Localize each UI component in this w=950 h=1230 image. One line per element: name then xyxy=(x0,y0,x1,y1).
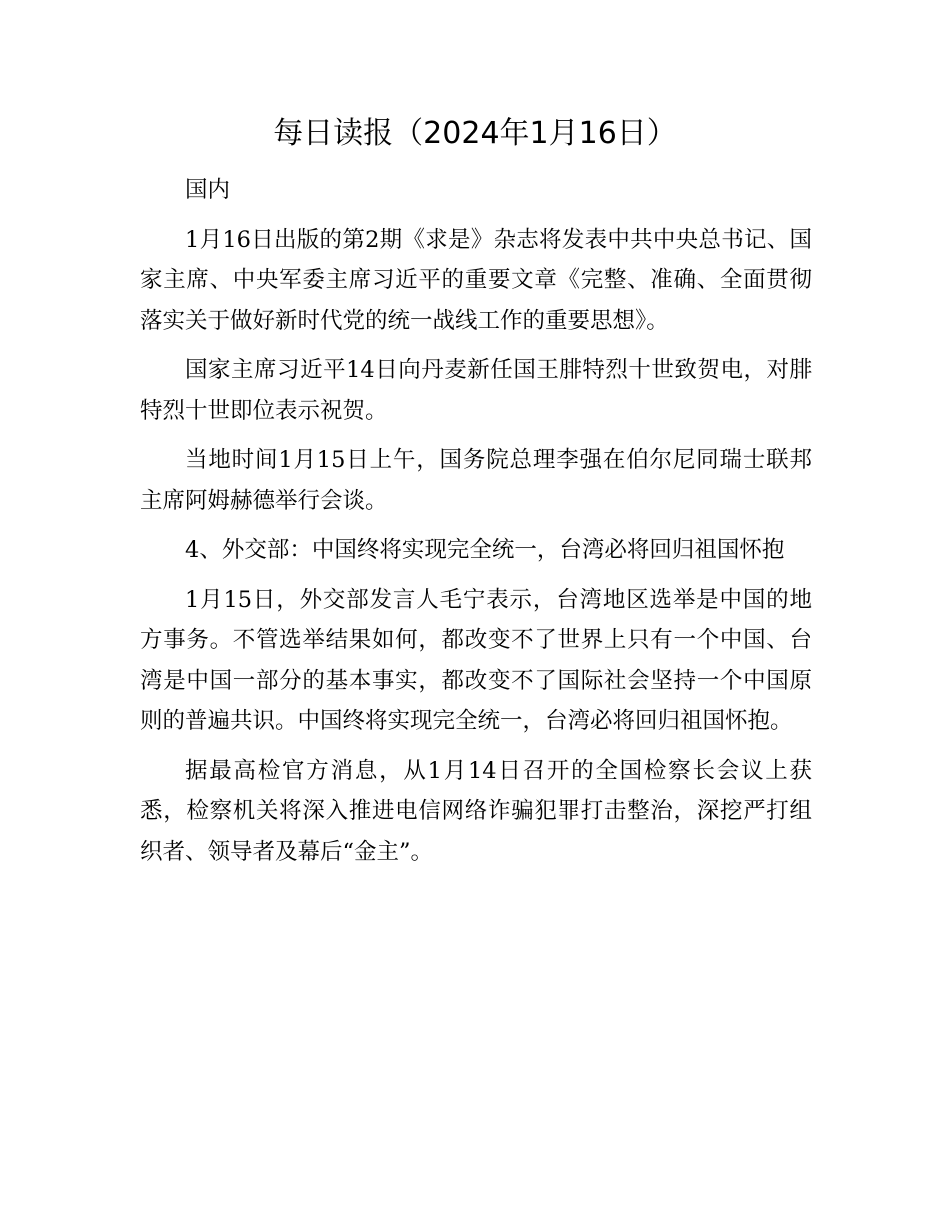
paragraph-qiushi-article: 1月16日出版的第2期《求是》杂志将发表中共中央总书记、国家主席、中央军委主席习近平的重要文章《完整、准确、全面贯彻落实关于做好新时代党的统一战线工作的重要思想》。 xyxy=(140,226,812,334)
page-title: 每日读报（2024年1月16日） xyxy=(273,116,677,151)
paragraph-denmark-congratulation: 国家主席习近平14日向丹麦新任国王腓特烈十世致贺电，对腓特烈十世即位表示祝贺。 xyxy=(140,357,812,424)
paragraph-foreign-ministry-statement: 1月15日，外交部发言人毛宁表示，台湾地区选举是中国的地方事务。不管选举结果如何，都改变不了世界上只有一个中国、台湾是中国一部分的基本事实，都改变不了国际社会坚持一个中国原则的普遍共识。中国终将实现完全统一，台湾必将回归祖国怀抱。 xyxy=(140,586,812,734)
paragraph-foreign-ministry-headline: 4、外交部：中国终将实现完全统一，台湾必将回归祖国怀抱 xyxy=(185,537,785,563)
paragraph-procuratorate-news: 据最高检官方消息，从1月14日召开的全国检察长会议上获悉，检察机关将深入推进电信网络诈骗犯罪打击整治，深挖严打组织者、领导者及幕后“金主”。 xyxy=(140,757,812,865)
paragraph-switzerland-talks: 当地时间1月15日上午，国务院总理李强在伯尔尼同瑞士联邦主席阿姆赫德举行会谈。 xyxy=(140,447,812,514)
document-body xyxy=(140,170,812,881)
section-heading: 国内 xyxy=(185,177,231,203)
